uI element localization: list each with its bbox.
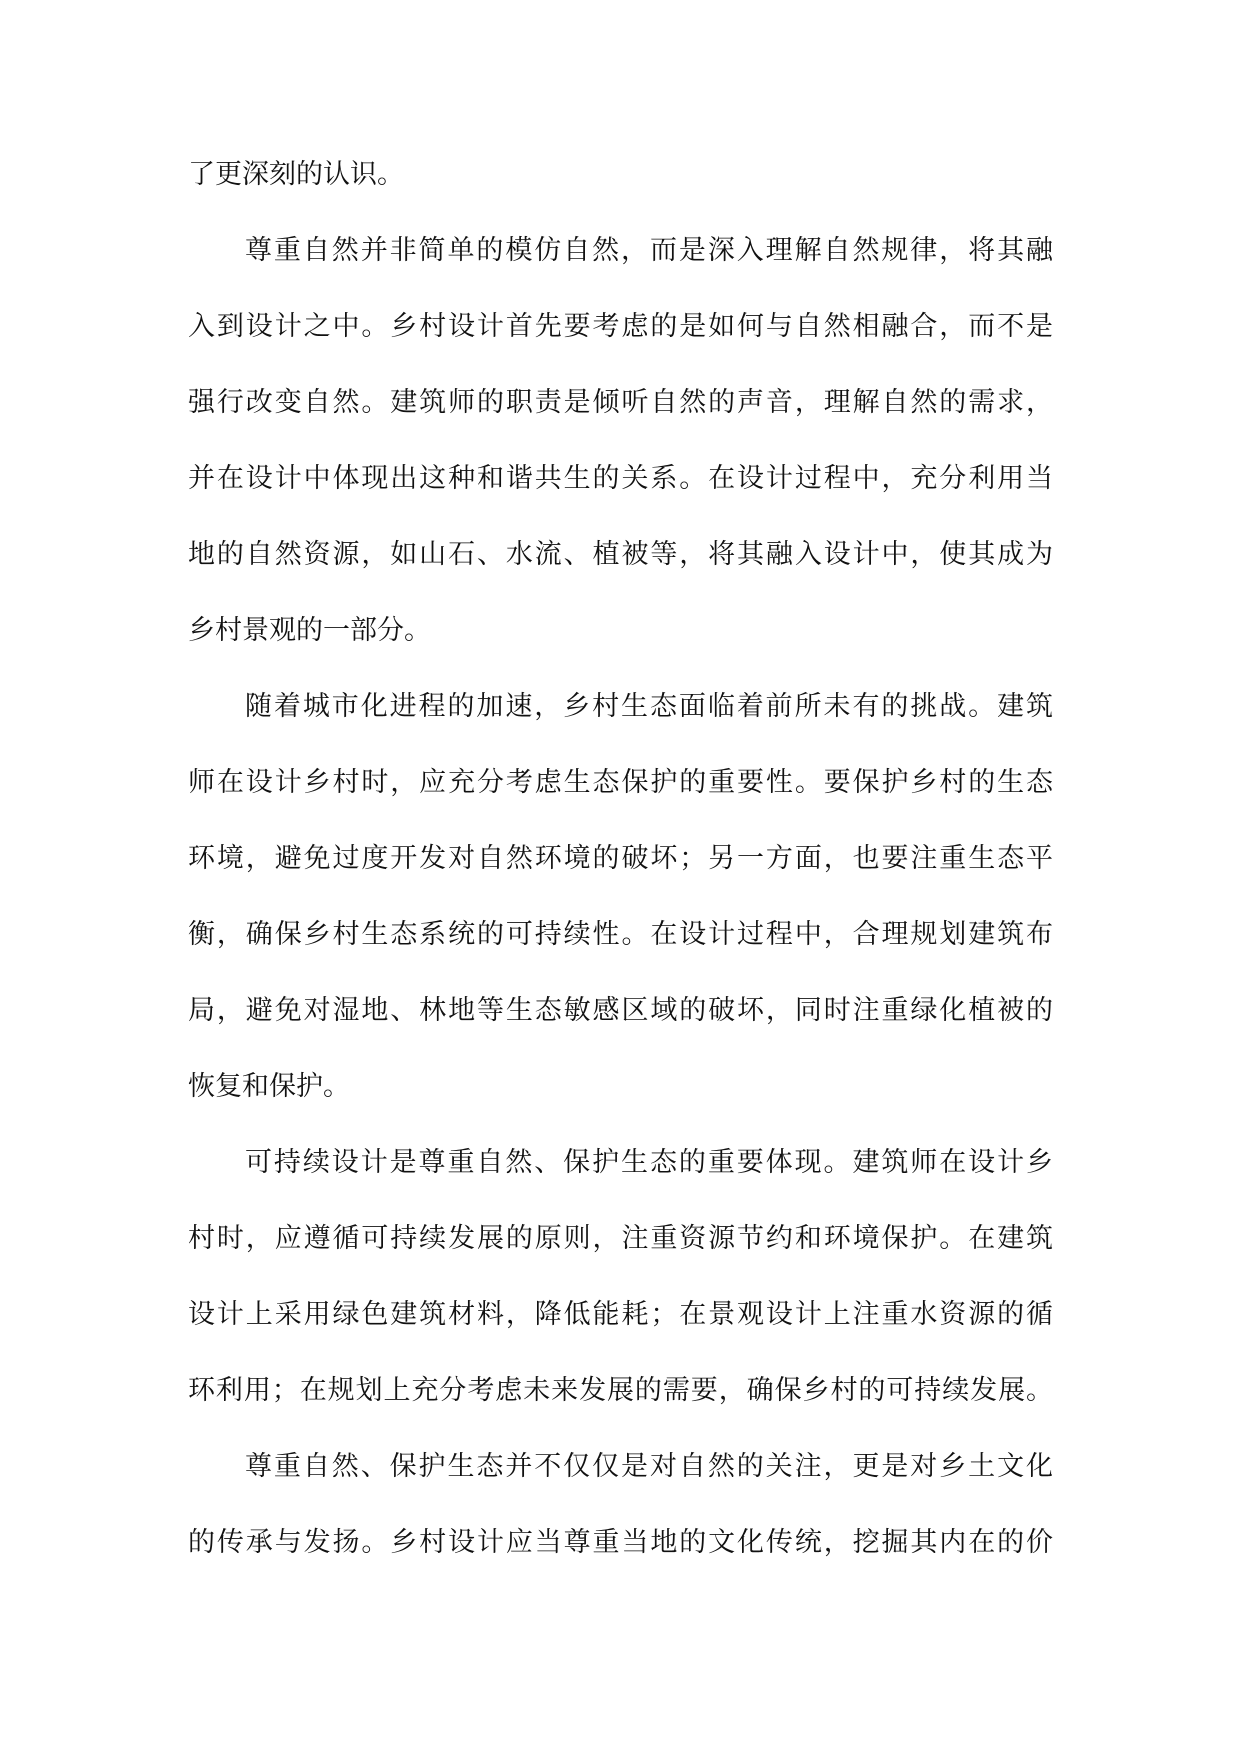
paragraph-line: 师在设计乡村时，应充分考虑生态保护的重要性。要保护乡村的生态 [188, 767, 1053, 798]
paragraph-line: 村时，应遵循可持续发展的原则，注重资源节约和环境保护。在建筑 [188, 1223, 1053, 1254]
paragraph-line: 了更深刻的认识。 [188, 159, 404, 190]
paragraph-line: 可持续设计是尊重自然、保护生态的重要体现。建筑师在设计乡 [245, 1147, 1053, 1178]
paragraph-line: 强行改变自然。建筑师的职责是倾听自然的声音，理解自然的需求， [188, 387, 1053, 418]
paragraph-line: 尊重自然并非简单的模仿自然，而是深入理解自然规律，将其融 [245, 235, 1053, 266]
paragraph-line: 衡，确保乡村生态系统的可持续性。在设计过程中，合理规划建筑布 [188, 919, 1053, 950]
paragraph-line: 入到设计之中。乡村设计首先要考虑的是如何与自然相融合，而不是 [188, 311, 1053, 342]
paragraph-line: 恢复和保护。 [188, 1071, 350, 1102]
paragraph [188, 213, 1053, 669]
paragraph [188, 137, 1053, 213]
paragraph-line: 随着城市化进程的加速，乡村生态面临着前所未有的挑战。建筑 [245, 691, 1053, 722]
paragraph [188, 1125, 1053, 1429]
paragraph-line: 并在设计中体现出这种和谐共生的关系。在设计过程中，充分利用当 [188, 463, 1053, 494]
paragraph-line: 地的自然资源，如山石、水流、植被等，将其融入设计中，使其成为 [188, 539, 1053, 570]
paragraph-line: 环境，避免过度开发对自然环境的破坏；另一方面，也要注重生态平 [188, 843, 1053, 874]
paragraph-line: 乡村景观的一部分。 [188, 615, 431, 646]
paragraph-line: 设计上采用绿色建筑材料，降低能耗；在景观设计上注重水资源的循 [188, 1299, 1053, 1330]
paragraph-line: 的传承与发扬。乡村设计应当尊重当地的文化传统，挖掘其内在的价 [188, 1527, 1053, 1558]
body-text [188, 137, 1053, 1581]
paragraph [188, 669, 1053, 1125]
paragraph [188, 1429, 1053, 1581]
paragraph-line: 尊重自然、保护生态并不仅仅是对自然的关注，更是对乡土文化 [245, 1451, 1053, 1482]
paragraph-line: 局，避免对湿地、林地等生态敏感区域的破坏，同时注重绿化植被的 [188, 995, 1053, 1026]
paragraph-line: 环利用；在规划上充分考虑未来发展的需要，确保乡村的可持续发展。 [188, 1375, 1053, 1406]
